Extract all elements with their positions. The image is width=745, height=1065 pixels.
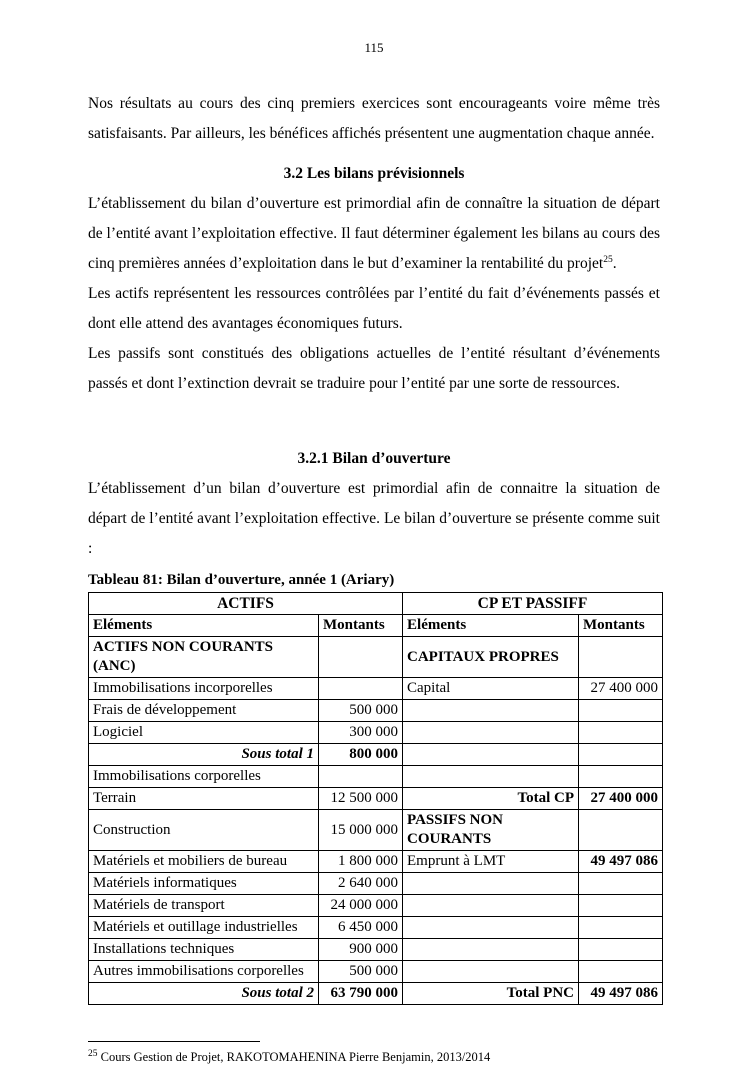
table-row: [89, 851, 663, 873]
page-number: 115: [364, 40, 384, 55]
table-cell: [579, 873, 663, 895]
header-cp-et-passif: CP ET PASSIFF: [403, 593, 663, 615]
table-cell: 300 000: [319, 722, 403, 744]
header-montants-left: Montants: [319, 615, 403, 637]
table-cell: [403, 744, 579, 766]
paragraph-passifs: Les passifs sont constitués des obligations actuelles de l’entité résultant d’événements passés et dont l’extinction devrait se traduire pour l’entité par une sorte de ressources.: [88, 345, 660, 392]
table-cell: Matériels de transport: [89, 895, 319, 917]
table-cell: CAPITAUX PROPRES: [403, 637, 579, 678]
table-row: [89, 983, 663, 1005]
table-cell: 49 497 086: [579, 983, 663, 1005]
table-cell: [579, 961, 663, 983]
table-cell: Total PNC: [403, 983, 579, 1005]
table-cell: 63 790 000: [319, 983, 403, 1005]
footnote-content: Cours Gestion de Projet, RAKOTOMAHENINA Pierre Benjamin, 2013/2014: [97, 1050, 491, 1064]
table-cell: Emprunt à LMT: [403, 851, 579, 873]
table-cell: Capital: [403, 678, 579, 700]
table-cell: [579, 766, 663, 788]
table-cell: 500 000: [319, 961, 403, 983]
table-cell: Total CP: [403, 788, 579, 810]
header-elements-left: Eléments: [89, 615, 319, 637]
table-row: [89, 788, 663, 810]
table-cell: PASSIFS NON COURANTS: [403, 810, 579, 851]
table-cell: 49 497 086: [579, 851, 663, 873]
footnote: [88, 1041, 660, 1065]
table-cell: [403, 939, 579, 961]
table-cell: 6 450 000: [319, 917, 403, 939]
table-cell: Sous total 2: [89, 983, 319, 1005]
paragraph-presentation: L’établissement d’un bilan d’ouverture est primordial afin de connaitre la situation de départ de l’entité avant l’exploitation effective. Le bilan d’ouverture se présente comme suit :: [88, 480, 660, 557]
table-row: [89, 895, 663, 917]
table-cell: Logiciel: [89, 722, 319, 744]
heading-bilans-previsionnels: 3.2 Les bilans prévisionnels: [283, 165, 465, 182]
table-cell: Sous total 1: [89, 744, 319, 766]
table-cell: 900 000: [319, 939, 403, 961]
table-cell: [319, 637, 403, 678]
paragraph-results: Nos résultats au cours des cinq premiers exercices sont encourageants voire même très satisfaisants. Par ailleurs, les bénéfices affichés présentent une augmentation chaque année.: [88, 95, 660, 142]
footnote-number: 25: [88, 1048, 98, 1059]
table-cell: [579, 939, 663, 961]
table-row: [89, 873, 663, 895]
table-cell: [579, 744, 663, 766]
table-cell: Installations techniques: [89, 939, 319, 961]
table-cell: 24 000 000: [319, 895, 403, 917]
table-row: [89, 637, 663, 678]
paragraph-actifs: Les actifs représentent les ressources contrôlées par l’entité du fait d’événements passés et dont elle attend des avantages économiques futurs.: [88, 285, 660, 332]
table-cell: Construction: [89, 810, 319, 851]
paragraph-text: L’établissement du bilan d’ouverture est primordial afin de connaître la situation de départ de l’entité avant l’exploitation effective. Il faut déterminer également les bilans au cours des cinq premières années d’exploitation dans le but d’examiner la rentabilité du projet: [88, 195, 660, 272]
table-cell: Autres immobilisations corporelles: [89, 961, 319, 983]
table-cell: 12 500 000: [319, 788, 403, 810]
balance-table: [88, 592, 663, 1005]
table-row: [89, 961, 663, 983]
table-cell: Matériels informatiques: [89, 873, 319, 895]
footnote-separator: [88, 1041, 260, 1042]
table-row: [89, 810, 663, 851]
table-cell: 2 640 000: [319, 873, 403, 895]
table-cell: Matériels et mobiliers de bureau: [89, 851, 319, 873]
heading-bilan-ouverture: 3.2.1 Bilan d’ouverture: [297, 450, 451, 467]
header-actifs: ACTIFS: [89, 593, 403, 615]
table-cell: [579, 722, 663, 744]
table-cell: Immobilisations incorporelles: [89, 678, 319, 700]
table-cell: 15 000 000: [319, 810, 403, 851]
table-row: [89, 722, 663, 744]
table-header-columns-row: [89, 615, 663, 637]
table-cell: [579, 637, 663, 678]
table-cell: ACTIFS NON COURANTS (ANC): [89, 637, 319, 678]
balance-table-body: [89, 637, 663, 1005]
table-row: [89, 917, 663, 939]
table-cell: 500 000: [319, 700, 403, 722]
paragraph-text: .: [612, 255, 617, 272]
table-row: [89, 939, 663, 961]
header-elements-right: Eléments: [403, 615, 579, 637]
table-cell: [403, 917, 579, 939]
table-cell: [579, 895, 663, 917]
table-cell: [403, 895, 579, 917]
table-cell: 1 800 000: [319, 851, 403, 873]
table-cell: [319, 678, 403, 700]
table-cell: Frais de développement: [89, 700, 319, 722]
table-cell: [579, 917, 663, 939]
table-cell: 27 400 000: [579, 788, 663, 810]
footnote-text: [88, 1049, 660, 1065]
table-cell: [579, 700, 663, 722]
table-header-group-row: [89, 593, 663, 615]
table-cell: [403, 873, 579, 895]
table-cell: [403, 961, 579, 983]
table-cell: [403, 722, 579, 744]
table-cell: 800 000: [319, 744, 403, 766]
table-cell: [403, 700, 579, 722]
table-row: [89, 678, 663, 700]
table-cell: Immobilisations corporelles: [89, 766, 319, 788]
table-caption: Tableau 81: Bilan d’ouverture, année 1 (Ariary): [88, 572, 395, 588]
table-cell: 27 400 000: [579, 678, 663, 700]
header-montants-right: Montants: [579, 615, 663, 637]
table-cell: [403, 766, 579, 788]
table-cell: Matériels et outillage industrielles: [89, 917, 319, 939]
paragraph-bilan-ouverture: [88, 189, 660, 279]
footnote-reference: 25: [603, 254, 613, 265]
table-row: [89, 744, 663, 766]
table-cell: [579, 810, 663, 851]
table-cell: [319, 766, 403, 788]
table-row: [89, 766, 663, 788]
table-row: [89, 700, 663, 722]
table-cell: Terrain: [89, 788, 319, 810]
